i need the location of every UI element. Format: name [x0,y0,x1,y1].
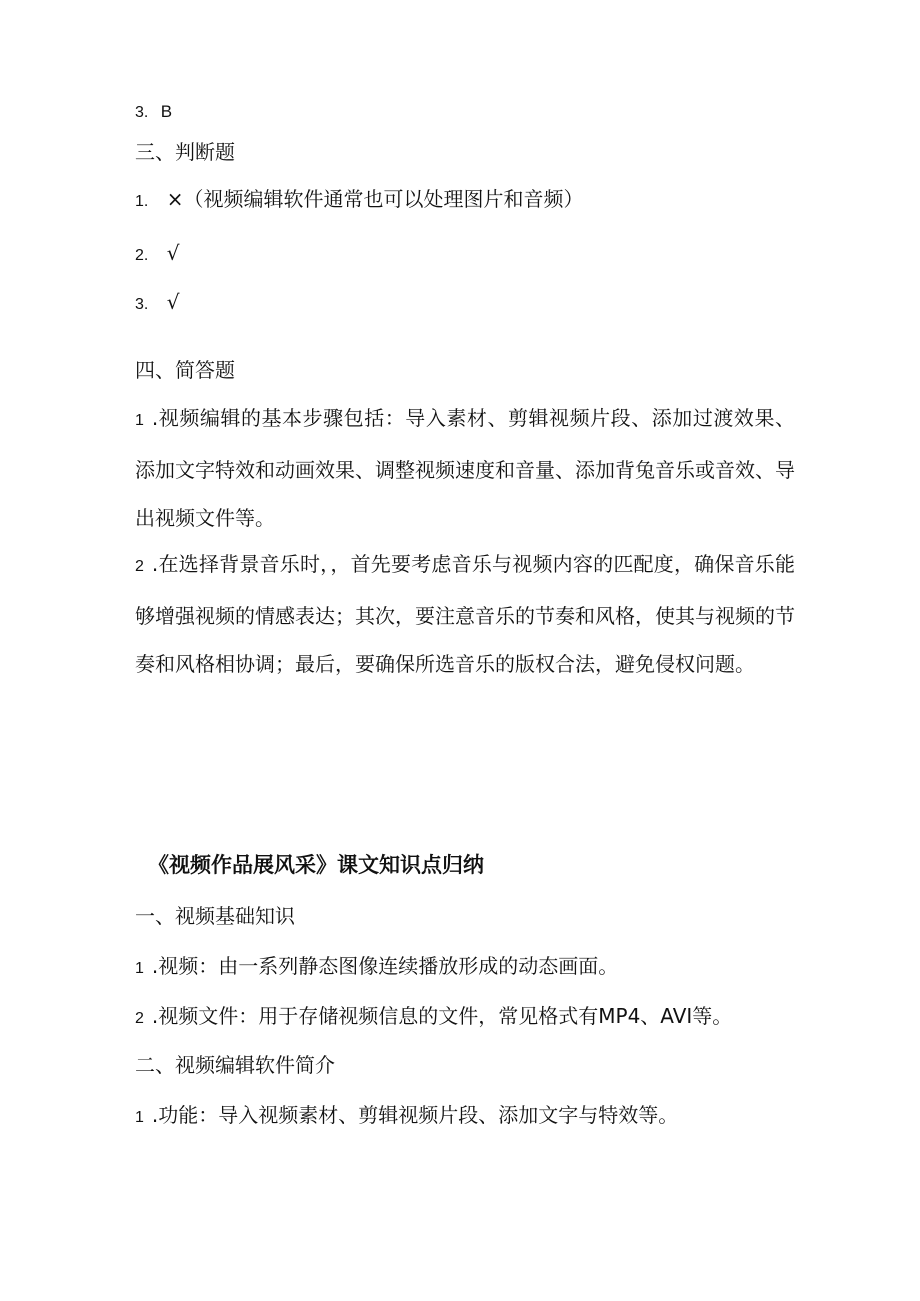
item-text: ×（视频编辑软件通常也可以处理图片和音频） [166,187,584,211]
paragraph-text: .视频编辑的基本步骤包括：导入素材、剪辑视频片段、添加过渡效果、添加文字特效和动画效果、调整视频速度和音量、添加背兔音乐或音效、导出视频文件等。 [135,406,795,530]
item-number: 2 [135,1010,144,1027]
judge-item-3 [135,290,179,317]
item-text: √ [166,241,180,265]
judge-item-1 [135,187,583,214]
short-answer-1 [135,394,795,543]
section-heading-video-basics: 一、视频基础知识 [135,904,295,928]
item-number: 3. [135,296,149,313]
item-number: 3. [135,104,149,121]
summary-item-2 [135,1004,732,1031]
item-number: 1 [135,1109,144,1126]
answer-item-3 [135,98,172,125]
item-number: 2 [135,558,144,575]
item-number: 1 [135,412,144,429]
item-text: B [160,102,173,121]
paragraph-text: .在选择背景音乐时，，首先要考虑音乐与视频内容的匹配度，确保音乐能够增强视频的情感表达；其次，要注意音乐的节奏和风格，使其与视频的节奏和风格相协调；最后，要确保所选音乐的版权合法，避免侵权问题。 [135,552,795,676]
section-heading-editing-software: 二、视频编辑软件简介 [135,1053,335,1077]
section-heading-judgement: 三、判断题 [135,140,235,164]
item-text: .视频：由一系列静态图像连续播放形成的动态画面。 [151,954,619,978]
item-text: .功能：导入视频素材、剪辑视频片段、添加文字与特效等。 [151,1103,679,1127]
section-heading-short-answer: 四、简答题 [135,358,235,382]
item-number: 1 [135,960,144,977]
item-text: .视频文件：用于存储视频信息的文件，常见格式有MP4、AVI等。 [151,1004,733,1028]
short-answer-2 [135,540,795,689]
item-number: 2. [135,247,149,264]
summary-item-3 [135,1103,678,1130]
summary-title: 《视频作品展风采》课文知识点归纳 [148,853,484,877]
summary-item-1 [135,954,618,981]
item-number: 1. [135,193,149,210]
judge-item-2 [135,241,179,268]
item-text: √ [166,290,180,314]
